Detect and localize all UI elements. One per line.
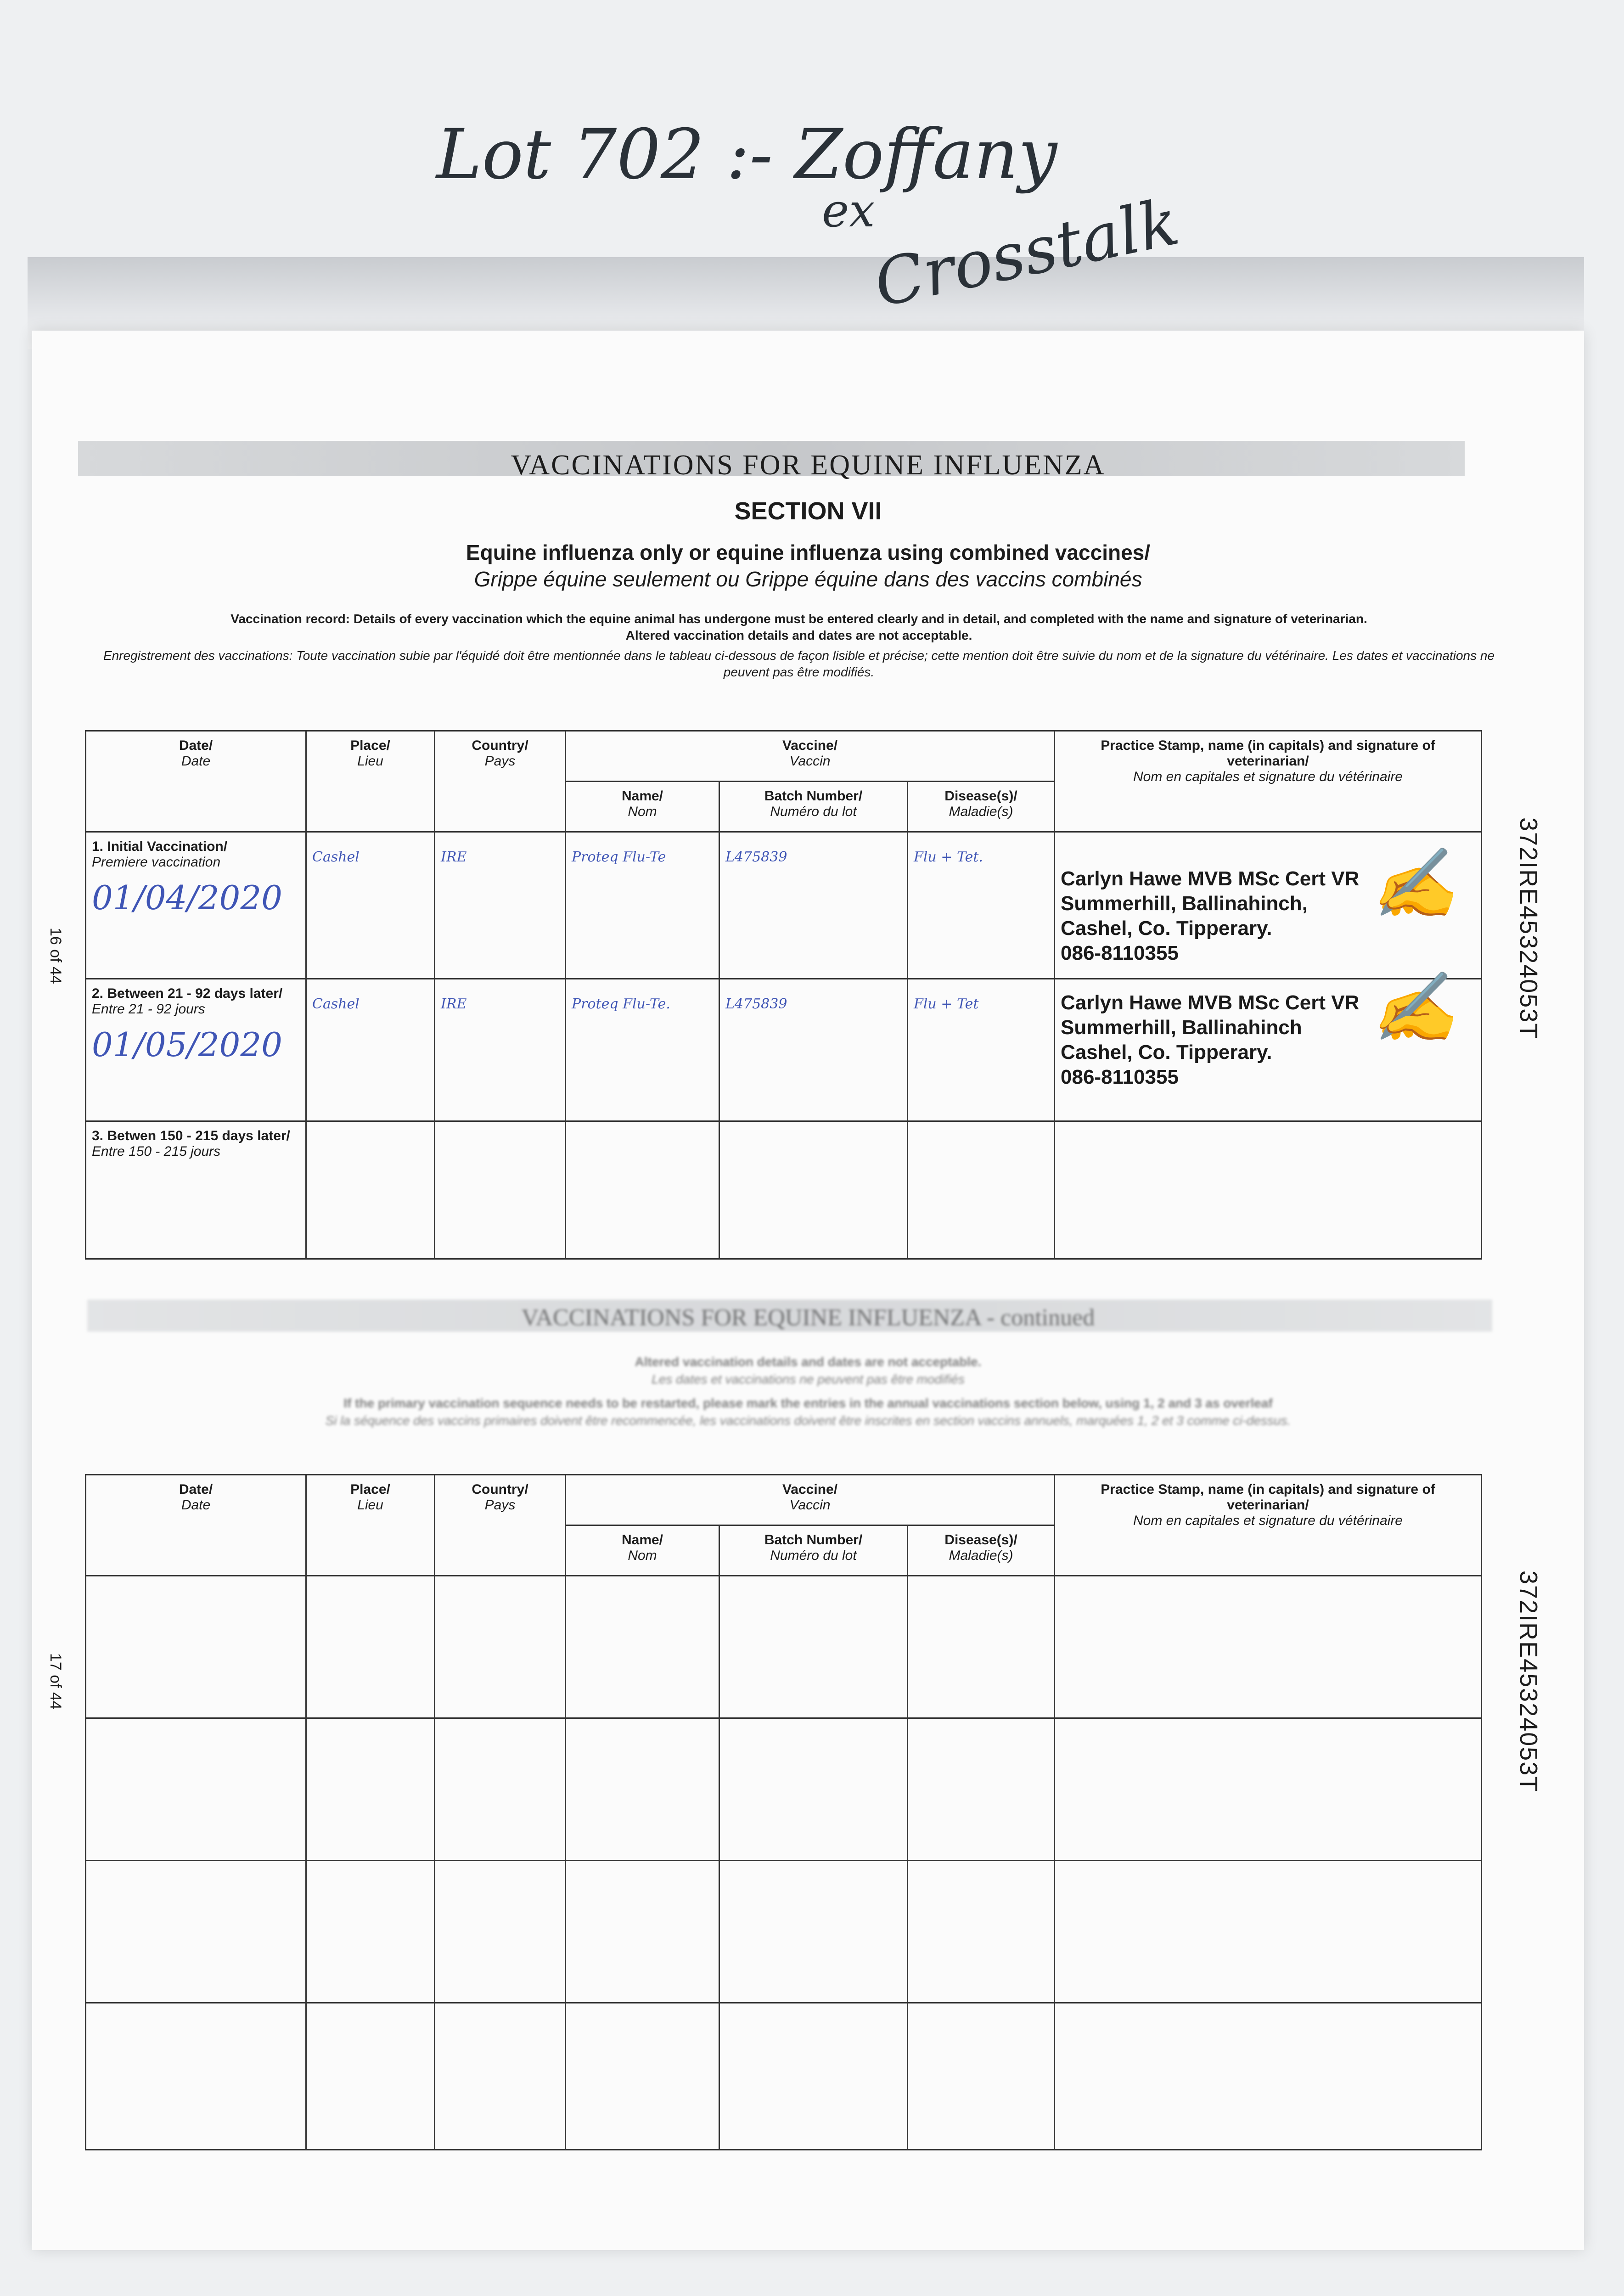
stamp-line: Cashel, Co. Tipperary.	[1061, 1041, 1272, 1064]
header-practice-stamp: Practice Stamp, name (in capitals) and signature of veterinarian/ Nom en capitales et signature du vétérinaire	[1055, 731, 1482, 832]
row1-batch: L475839	[719, 832, 908, 979]
table-row	[86, 1861, 1482, 2003]
stamp-line: 086-8110355	[1061, 1066, 1179, 1088]
header-country: Country/ Pays	[435, 1475, 566, 1576]
passport-page	[32, 331, 1584, 2250]
header-place: Place/ Lieu	[306, 731, 435, 832]
row2-date-cell: 2. Between 21 - 92 days later/ Entre 21 - 92 jours 01/05/2020	[86, 979, 306, 1121]
record-note-en-1: Vaccination record: Details of every vaccination which the equine animal has undergone must be entered clearly and in detail, and completed with the name and signature of veterinarian.	[230, 612, 1367, 626]
continuation-note-en-1: Altered vaccination details and dates are not acceptable.	[635, 1355, 982, 1369]
row1-vaccine-name: Proteq Flu-Te	[566, 832, 719, 979]
table-row	[86, 1121, 1482, 1259]
table-row	[86, 1576, 1482, 1718]
header-vaccine: Vaccine/ Vaccin	[566, 1475, 1055, 1525]
record-note-fr: Enregistrement des vaccinations: Toute vaccination subie par l'équidé doit être mentionnée dans le tableau ci-dessous de façon lisible et précise; cette mention doit être suivie du nom et de la signature du vétérinaire. Les dates et vaccinations ne peuvent pas être modifiés.	[103, 648, 1495, 679]
header-vaccine-name: Name/ Nom	[566, 782, 719, 832]
table-row	[86, 979, 1482, 1121]
table-row	[86, 1718, 1482, 1861]
header-practice-stamp: Practice Stamp, name (in capitals) and signature of veterinarian/ Nom en capitales et signature du vétérinaire	[1055, 1475, 1482, 1576]
row3-country	[435, 1121, 566, 1259]
vet-stamp	[1061, 967, 1475, 1090]
continuation-title: VACCINATIONS FOR EQUINE INFLUENZA - continued	[521, 1305, 1095, 1331]
row3-disease	[908, 1121, 1055, 1259]
page-number-lower: 17 of 44	[47, 1653, 64, 1710]
vet-stamp	[1061, 843, 1475, 966]
page-title: VACCINATIONS FOR EQUINE INFLUENZA	[511, 450, 1106, 481]
row1-disease: Flu + Tet.	[908, 832, 1055, 979]
stamp-line: Summerhill, Ballinahinch	[1061, 1016, 1302, 1039]
vet-signature: ✍	[1371, 843, 1457, 924]
subtitle-en: Equine influenza only or equine influenza using combined vaccines/	[466, 540, 1151, 564]
handwritten-lot-note: Lot 702 :- Zoffany	[436, 115, 1057, 195]
header-date: Date/ Date	[86, 1475, 306, 1576]
stamp-line: Cashel, Co. Tipperary.	[1061, 917, 1272, 940]
passport-id-lower: 372IRE45324053T	[1515, 1570, 1542, 1793]
row2-date: 01/05/2020	[92, 1025, 282, 1064]
vet-signature: ✍	[1371, 967, 1457, 1048]
table-row	[86, 2003, 1482, 2150]
vaccination-table-primary	[85, 730, 1482, 1260]
handwritten-ex: ex	[822, 184, 875, 237]
header-vaccine-name: Name/ Nom	[566, 1525, 719, 1576]
vaccination-table-continued	[85, 1474, 1482, 2150]
header-date: Date/ Date	[86, 731, 306, 832]
row3-date-cell: 3. Betwen 150 - 215 days later/ Entre 150 - 215 jours	[86, 1121, 306, 1259]
row3-vaccine-name	[566, 1121, 719, 1259]
record-note-en	[92, 611, 1506, 644]
header-vaccine: Vaccine/ Vaccin	[566, 731, 1055, 782]
section-heading: SECTION VII	[734, 497, 882, 525]
row2-country: IRE	[435, 979, 566, 1121]
header-batch-number: Batch Number/ Numéro du lot	[719, 782, 908, 832]
continuation-note-fr-2: Si la séquence des vaccins primaires doivent être recommencée, les vaccinations doivent être inscrites en section vaccins annuels, marquées 1, 2 et 3 comme ci-dessus.	[325, 1413, 1291, 1428]
record-note-en-2: Altered vaccination details and dates are not acceptable.	[625, 628, 972, 642]
row2-batch: L475839	[719, 979, 908, 1121]
stamp-line: Carlyn Hawe MVB MSc Cert VR	[1061, 867, 1360, 890]
header-batch-number: Batch Number/ Numéro du lot	[719, 1525, 908, 1576]
stamp-line: Summerhill, Ballinahinch,	[1061, 892, 1308, 915]
row1-stamp-cell	[1055, 832, 1482, 979]
table-row	[86, 832, 1482, 979]
row2-disease: Flu + Tet	[908, 979, 1055, 1121]
header-country: Country/ Pays	[435, 731, 566, 832]
passport-id-upper: 372IRE45324053T	[1515, 817, 1542, 1040]
row1-country: IRE	[435, 832, 566, 979]
stamp-line: Carlyn Hawe MVB MSc Cert VR	[1061, 991, 1360, 1014]
continuation-note-fr-1: Les dates et vaccinations ne peuvent pas être modifiés	[652, 1372, 965, 1386]
header-disease: Disease(s)/ Maladie(s)	[908, 1525, 1055, 1576]
subtitle-fr: Grippe équine seulement ou Grippe équine dans des vaccins combinés	[474, 567, 1142, 591]
row2-place: Cashel	[306, 979, 435, 1121]
row3-stamp-cell	[1055, 1121, 1482, 1259]
header-disease: Disease(s)/ Maladie(s)	[908, 782, 1055, 832]
stamp-line: 086-8110355	[1061, 942, 1179, 964]
row1-date: 01/04/2020	[92, 878, 282, 917]
row1-date-cell: 1. Initial Vaccination/ Premiere vaccination 01/04/2020	[86, 832, 306, 979]
row2-stamp-cell	[1055, 967, 1482, 1121]
continuation-note-en-2: If the primary vaccination sequence needs to be restarted, please mark the entries in the annual vaccinations section below, using 1, 2 and 3 as overleaf	[343, 1396, 1273, 1410]
row3-batch	[719, 1121, 908, 1259]
handwritten-crosstalk: Crosstalk	[868, 184, 1185, 322]
row1-place: Cashel	[306, 832, 435, 979]
page-number-upper: 16 of 44	[47, 928, 64, 984]
row2-vaccine-name: Proteq Flu-Te.	[566, 979, 719, 1121]
header-place: Place/ Lieu	[306, 1475, 435, 1576]
row3-place	[306, 1121, 435, 1259]
